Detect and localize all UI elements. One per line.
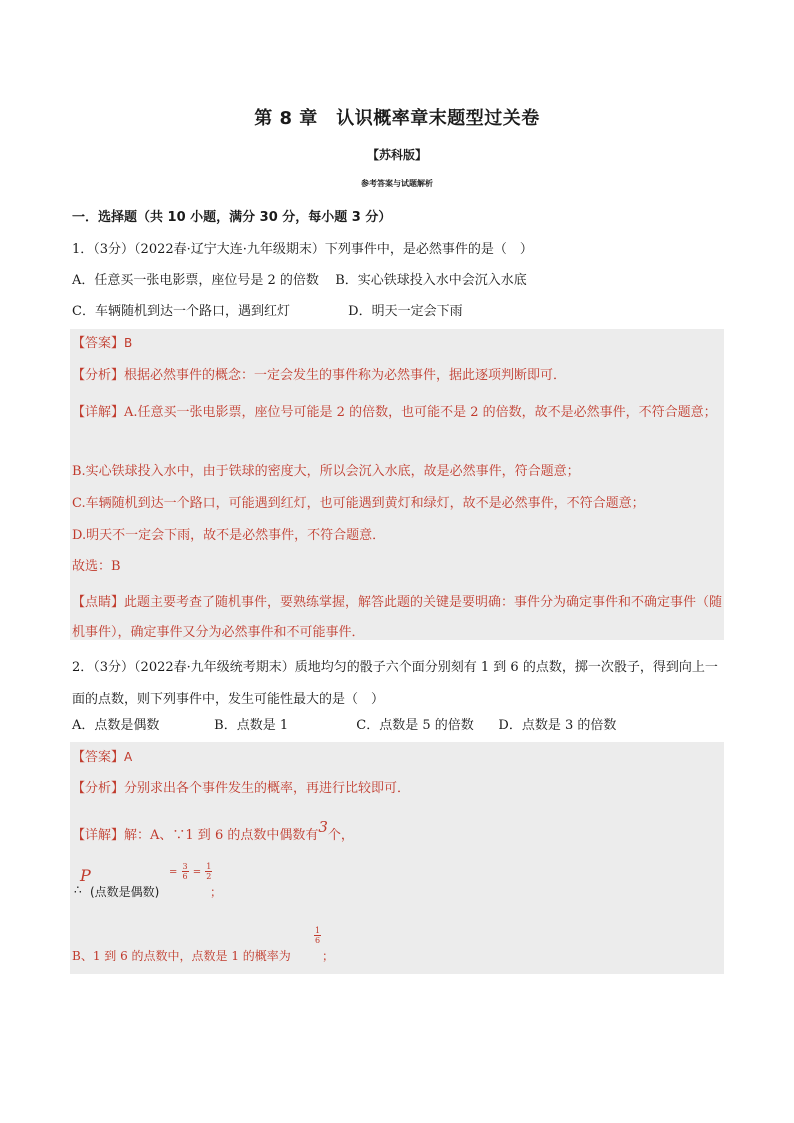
q1-option-c: C．车辆随机到达一个路口，遇到红灯 xyxy=(72,304,290,319)
q1-option-d: D．明天一定会下雨 xyxy=(348,304,463,319)
q1-choose: 故选：B xyxy=(72,559,121,574)
fraction-numerator: 3 xyxy=(182,862,188,871)
q1-stem: 1．（3分）（2022春·辽宁大连·九年级期末）下列事件中，是必然事件的是（ ） xyxy=(72,242,533,257)
q1-options-row2 xyxy=(72,302,724,322)
q1-option-b: B．实心铁球投入水中会沉入水底 xyxy=(335,273,527,288)
edition-label: 【苏科版】 xyxy=(366,148,427,162)
q1-detail-a xyxy=(72,398,724,428)
q1-answer xyxy=(72,333,724,354)
fraction-denominator: 6 xyxy=(182,872,188,881)
q2-answer xyxy=(72,747,724,768)
document-title: 第 8 章 认识概率章末题型过关卷 xyxy=(254,108,540,129)
q2-detail-a xyxy=(72,818,724,846)
fraction-1-2 xyxy=(205,862,212,881)
section-heading: 一．选择题（共 10 小题，满分 30 分，每小题 3 分） xyxy=(72,210,392,225)
q1-options-row1 xyxy=(72,271,724,291)
document-subtitle: 参考答案与试题解析 xyxy=(361,179,433,188)
q2-detail-b-pre: B、1 到 6 的点数中，点数是 1 的概率为 xyxy=(72,949,291,963)
q2-detail-b xyxy=(72,926,724,968)
comment-tag: 【点睛】 xyxy=(72,595,125,610)
q2-option-b: B．点数是 1 xyxy=(214,718,289,733)
fraction-3-6 xyxy=(182,862,189,881)
fraction-denominator: 6 xyxy=(315,936,321,945)
q2-stem: 2．（3分）（2022春·九年级统考期末）质地均匀的骰子六个面分别刻有 1 到 6 的点数，掷一次骰子，得到向上一面的点数，则下列事件中，发生可能性最大的是（ ） xyxy=(72,660,718,707)
fraction-1-6 xyxy=(314,926,321,945)
probability-fractions xyxy=(169,862,212,883)
q2-even-count: 3 xyxy=(318,818,328,836)
fraction-numerator: 1 xyxy=(315,926,321,935)
q1-analysis xyxy=(72,366,724,386)
analysis-tag: 【分析】 xyxy=(72,781,125,796)
therefore-symbol: ∴ xyxy=(74,883,82,897)
equals-sign: = xyxy=(192,867,202,878)
q2-option-d: D．点数是 3 的倍数 xyxy=(498,718,617,733)
fraction-numerator: 1 xyxy=(206,862,212,871)
equals-sign: = xyxy=(169,867,178,878)
q2-analysis xyxy=(72,779,724,799)
q1-option-a: A．任意买一张电影票，座位号是 2 的倍数 xyxy=(72,273,319,288)
q2-option-c: C．点数是 5 的倍数 xyxy=(356,718,474,733)
q1-detail-b: B.实心铁球投入水中，由于铁球的密度大，所以会沉入水底，故是必然事件，符合题意； xyxy=(72,464,580,479)
q1-detail-d: D.明天不一定会下雨，故不是必然事件，不符合题意． xyxy=(72,528,386,543)
q1-detail-c: C.车辆随机到达一个路口，可能遇到红灯，也可能遇到黄灯和绿灯，故不是必然事件，不符合题意； xyxy=(72,496,645,511)
q2-analysis-text: 分别求出各个事件发生的概率，再进行比较即可． xyxy=(124,781,411,796)
fraction-denominator: 2 xyxy=(206,872,212,881)
detail-tag: 【详解】 xyxy=(72,828,125,843)
q1-comment xyxy=(72,588,724,648)
probability-event: (点数是偶数) xyxy=(90,885,160,899)
semicolon: ； xyxy=(210,885,223,899)
answer-tag: 【答案】 xyxy=(72,336,125,351)
q2-detail-a-post: 个， xyxy=(327,828,354,843)
q1-detail-a-text: A.任意买一张电影票，座位号可能是 2 的倍数，也可能不是 2 的倍数，故不是必然事件，不符合题意； xyxy=(124,405,717,420)
q2-option-a: A．点数是偶数 xyxy=(72,718,160,733)
probability-symbol: P xyxy=(80,866,91,885)
q2-probability-line xyxy=(72,862,724,906)
q1-comment-text: 此题主要考查了随机事件，要熟练掌握，解答此题的关键是要明确：事件分为确定事件和不确定事件（随机事件），确定事件又分为必然事件和不可能事件． xyxy=(72,595,723,640)
analysis-tag: 【分析】 xyxy=(72,368,125,383)
q2-detail-b-post: ； xyxy=(322,949,335,963)
detail-tag: 【详解】 xyxy=(72,405,125,420)
answer-tag: 【答案】 xyxy=(72,750,125,765)
q2-answer-value: A xyxy=(124,750,133,764)
q1-analysis-text: 根据必然事件的概念：一定会发生的事件称为必然事件，据此逐项判断即可． xyxy=(124,368,567,383)
q2-options xyxy=(72,716,724,736)
q1-answer-value: B xyxy=(124,336,133,350)
q2-detail-a-pre: 解：A、∵1 到 6 的点数中偶数有 xyxy=(124,828,319,843)
